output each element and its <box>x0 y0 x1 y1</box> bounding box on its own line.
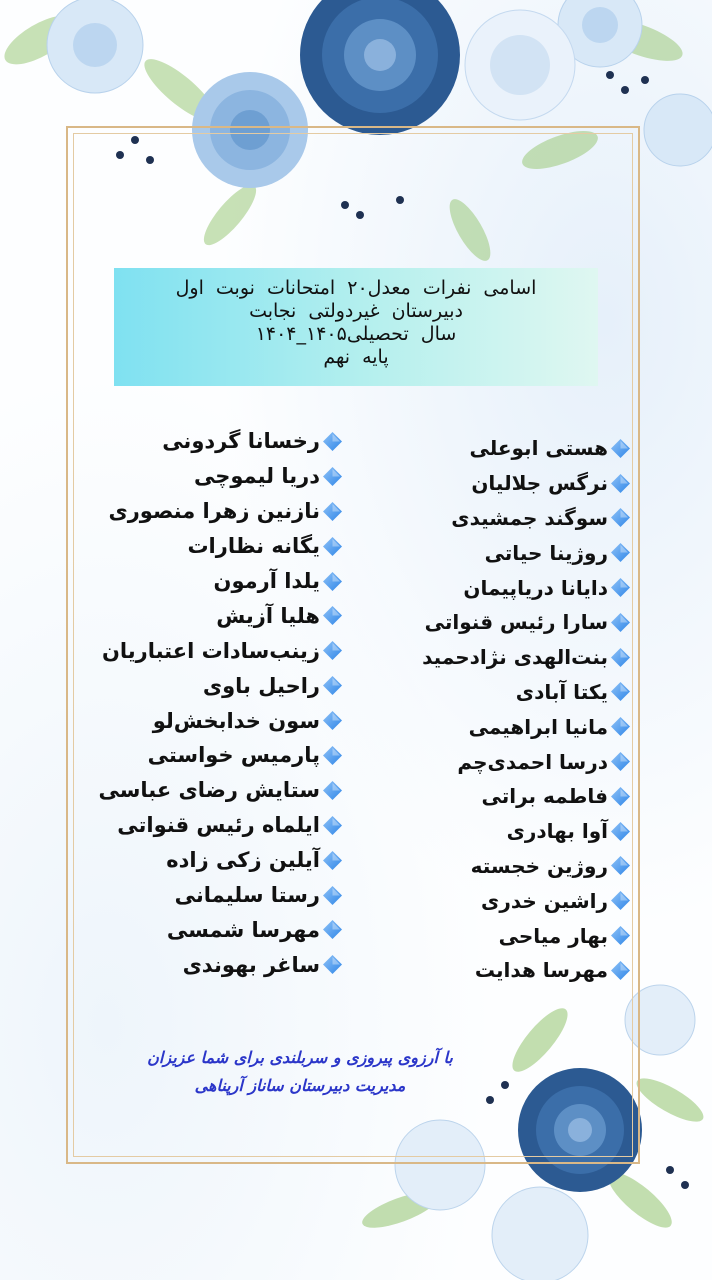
student-name: نازنین زهرا منصوری <box>108 499 320 524</box>
student-name-item <box>330 431 630 466</box>
student-name: ساغر بهوندی <box>182 952 320 977</box>
student-name-item <box>62 703 342 738</box>
diamond-icon <box>323 886 342 905</box>
student-name-item <box>330 466 630 501</box>
student-name: ستایش رضای عباسی <box>98 778 320 803</box>
student-name-item <box>330 918 630 953</box>
diamond-icon <box>323 711 342 730</box>
diamond-icon <box>323 467 342 486</box>
diamond-icon <box>611 891 630 910</box>
student-name-item <box>330 953 630 988</box>
student-name-item <box>330 501 630 536</box>
diamond-icon <box>323 537 342 556</box>
student-name: دریا لیموچی <box>193 464 320 489</box>
student-name: راحیل باوی <box>202 673 320 698</box>
diamond-icon <box>323 851 342 870</box>
student-name-item <box>330 675 630 710</box>
student-name: مهرسا شمسی <box>166 917 320 942</box>
diamond-icon <box>611 474 630 493</box>
student-name: نرگس جلالیان <box>471 471 608 496</box>
diamond-icon <box>323 955 342 974</box>
diamond-icon <box>611 822 630 841</box>
student-name-item <box>62 633 342 668</box>
diamond-icon <box>611 682 630 701</box>
student-name: فاطمه براتی <box>481 784 608 809</box>
title-line-2: دبیرستان غیردولتی نجابت <box>249 300 463 322</box>
diamond-icon <box>611 717 630 736</box>
title-banner <box>114 268 598 386</box>
student-name-item <box>330 605 630 640</box>
student-name-item <box>62 912 342 947</box>
student-name: سوگند جمشیدی <box>451 505 608 530</box>
title-line-4: پایه نهم <box>323 346 389 368</box>
title-line-1: اسامی نفرات معدل۲۰ امتحانات نوبت اول <box>175 277 537 299</box>
student-name-item <box>62 878 342 913</box>
student-name: بنت‌الهدی نژادحمید <box>422 645 608 670</box>
student-name: مانیا ابراهیمی <box>468 714 608 739</box>
student-name: روژین خجسته <box>470 853 608 878</box>
student-name: آیلین زکی زاده <box>166 848 320 873</box>
student-name-item <box>330 744 630 779</box>
diamond-icon <box>611 508 630 527</box>
student-name-item <box>62 459 342 494</box>
student-name-item <box>62 947 342 982</box>
diamond-icon <box>323 676 342 695</box>
student-name-item <box>62 668 342 703</box>
footer-wish: با آرزوی پیروزی و سربلندی برای شما عزیزان <box>147 1048 453 1067</box>
diamond-icon <box>611 578 630 597</box>
diamond-icon <box>611 543 630 562</box>
student-name-item <box>62 424 342 459</box>
student-name: آوا بهادری <box>506 819 608 844</box>
student-name: سون خدابخش‌لو <box>152 708 320 733</box>
student-name-item <box>62 529 342 564</box>
student-name: یگانه نظارات <box>187 534 320 559</box>
footer-message <box>80 1044 520 1100</box>
student-name: بهار میاحی <box>498 923 608 948</box>
student-name-item <box>62 564 342 599</box>
student-list-left <box>62 424 342 982</box>
student-name-item <box>330 570 630 605</box>
student-name-item <box>62 598 342 633</box>
student-name-item <box>62 494 342 529</box>
diamond-icon <box>323 816 342 835</box>
student-name: درسا احمدی‌چم <box>457 749 608 774</box>
student-name-item <box>62 843 342 878</box>
diamond-icon <box>323 572 342 591</box>
student-name: رستا سلیمانی <box>174 883 320 908</box>
student-name-item <box>330 640 630 675</box>
student-name-item <box>330 814 630 849</box>
diamond-icon <box>611 439 630 458</box>
diamond-icon <box>323 781 342 800</box>
student-name-item <box>62 773 342 808</box>
student-name: یلدا آرمون <box>213 569 320 593</box>
student-name: پارمیس خواستی <box>147 743 320 768</box>
diamond-icon <box>323 432 342 451</box>
diamond-icon <box>611 926 630 945</box>
diamond-icon <box>611 856 630 875</box>
diamond-icon <box>611 613 630 632</box>
diamond-icon <box>323 502 342 521</box>
student-name-item <box>330 535 630 570</box>
student-name: یکتا آبادی <box>515 679 608 704</box>
student-name-item <box>330 709 630 744</box>
student-name-item <box>330 883 630 918</box>
student-name: زینب‌سادات اعتباریان <box>101 638 320 663</box>
diamond-icon <box>323 606 342 625</box>
student-name: رخسانا گردونی <box>162 429 320 454</box>
student-name: دایانا دریاپیمان <box>463 575 608 600</box>
diamond-icon <box>611 648 630 667</box>
title-line-3: سال تحصیلی۱۴۰۵_۱۴۰۴ <box>255 323 457 345</box>
student-name-item <box>62 738 342 773</box>
student-name: هلیا آزیش <box>216 603 320 628</box>
footer-signature: مدیریت دبیرستان ساناز آرپناهی <box>194 1076 406 1095</box>
diamond-icon <box>611 961 630 980</box>
student-name-item <box>330 849 630 884</box>
student-name-item <box>62 808 342 843</box>
student-name: هستی ابوعلی <box>469 436 608 461</box>
student-name: راشین خدری <box>481 888 608 913</box>
diamond-icon <box>323 920 342 939</box>
student-name: روژینا حیاتی <box>484 540 608 565</box>
diamond-icon <box>611 752 630 771</box>
student-name: مهرسا هدایت <box>474 958 608 983</box>
student-name: ایلماه رئیس قنواتی <box>117 813 320 838</box>
student-name: سارا رئیس قنواتی <box>424 610 608 635</box>
student-name-item <box>330 779 630 814</box>
student-list-right <box>330 431 630 988</box>
diamond-icon <box>323 641 342 660</box>
diamond-icon <box>323 746 342 765</box>
diamond-icon <box>611 787 630 806</box>
